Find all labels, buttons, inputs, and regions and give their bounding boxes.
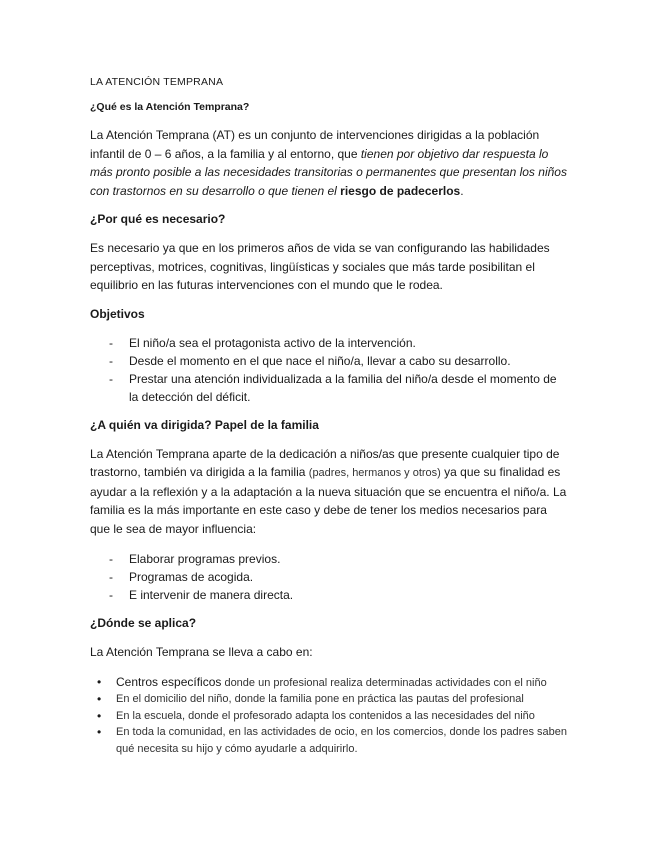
list-item-text: Elaborar programas previos. (129, 552, 281, 566)
list-item-text: donde un profesional realiza determinadas actividades con el niño (221, 676, 547, 689)
list-item (90, 586, 567, 604)
familia-parenthetical: (padres, hermanos y otros) (308, 467, 441, 479)
list-item (90, 334, 567, 352)
dash-marker: - (109, 588, 113, 602)
document-title: LA ATENCIÓN TEMPRANA (90, 76, 224, 88)
heading-objetivos: Objetivos (90, 306, 145, 321)
list-item (90, 568, 567, 586)
definicion-italic-text: tienen por objetivo dar respuesta lo más pronto posible a las necesidades transitorias o permanentes que presentan los niños con trastornos en su desarrollo o que tienen el (90, 146, 567, 198)
dash-marker: - (109, 353, 113, 368)
dash-marker: - (109, 335, 113, 350)
list-item (90, 674, 567, 692)
dash-marker: - (109, 552, 113, 566)
definicion-text: La Atención Temprana (AT) es un conjunto de intervenciones dirigidas a la población infantil de 0 – 6 años, a la familia y al entorno, que (90, 128, 540, 161)
question-heading-donde: ¿Dónde se aplica? (90, 616, 197, 630)
question-heading-a-quien: ¿A quién va dirigida? Papel de la familia (90, 417, 319, 432)
list-item (90, 708, 567, 725)
list-item (90, 691, 567, 708)
paragraph-familia (90, 445, 567, 539)
list-item (90, 724, 567, 757)
list-item (90, 352, 567, 370)
list-item-text: El niño/a sea el protagonista activo de la intervención. (129, 335, 416, 350)
list-item-text: En la escuela, donde el profesorado adapta los contenidos a las necesidades del niño (116, 709, 535, 722)
familia-text: La Atención Temprana aparte de la dedicación a niños/as que presente cualquier tipo de trastorno, también va dirigida a la familia (90, 446, 560, 479)
question-heading-que-es: ¿Qué es la Atención Temprana? (90, 101, 250, 113)
question-heading-por-que: ¿Por qué es necesario? (90, 212, 226, 226)
dash-marker: - (109, 371, 113, 386)
familia-text-end: ya que su finalidad es ayudar a la reflexión y a la adaptación a la nueva situación que se encuentra el niño/a. La familia es la más importante en este caso y debe de tener los medios necesarios para que le sea de mayor influencia: (90, 465, 567, 536)
list-item-lead: Centros específicos (116, 674, 222, 689)
list-item-text: Desde el momento en el que nace el niño/a, llevar a cabo su desarrollo. (129, 353, 511, 368)
list-item-text: En el domicilio del niño, donde la familia pone en práctica las pautas del profesional (116, 693, 524, 705)
bullet-marker: • (97, 725, 102, 739)
list-item (90, 370, 567, 406)
definicion-end: . (460, 183, 464, 198)
definicion-bold-text: riesgo de padecerlos (336, 183, 461, 198)
list-item (90, 550, 567, 568)
paragraph-donde: La Atención Temprana se lleva a cabo en: (90, 645, 313, 659)
bullet-marker: • (97, 692, 102, 706)
bullet-marker: • (97, 708, 102, 723)
dash-marker: - (109, 570, 113, 584)
paragraph-definicion (90, 126, 567, 200)
lugares-list (90, 674, 567, 758)
list-item-text: Prestar una atención individualizada a la familia del niño/a desde el momento de la detección del déficit. (129, 371, 557, 404)
paragraph-necesidad: Es necesario ya que en los primeros años de vida se van configurando las habilidades perceptivas, motrices, cognitivas, lingüísticas y sociales que más tarde posibilitan el equilibrio en las futuras intervenciones con el mundo que le rodea. (90, 241, 550, 292)
list-item-text: En toda la comunidad, en las actividades de ocio, en los comercios, donde los padres saben qué necesita su hijo y cómo ayudarle a adquirirlo. (116, 726, 567, 755)
bullet-marker: • (97, 674, 102, 689)
objetivos-list (90, 334, 567, 406)
familia-list (90, 550, 567, 604)
list-item-text: E intervenir de manera directa. (129, 588, 294, 602)
list-item-text: Programas de acogida. (129, 570, 254, 584)
